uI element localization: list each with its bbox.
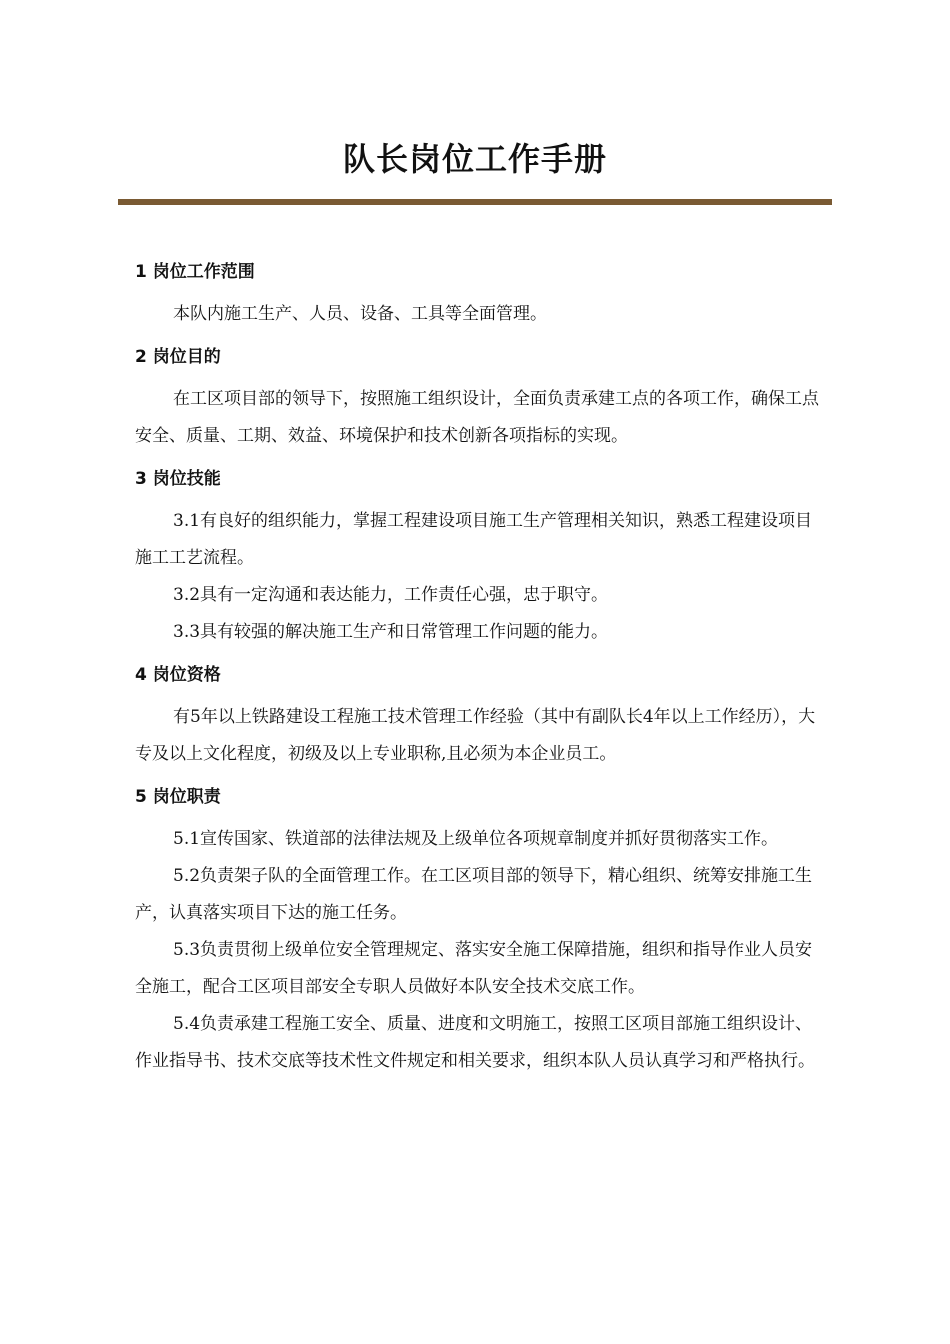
section-body (135, 699, 825, 773)
paragraph: 5.1宣传国家、铁道部的法律法规及上级单位各项规章制度并抓好贯彻落实工作。 (173, 829, 779, 849)
section-qualifications (135, 661, 825, 773)
paragraph: 有5年以上铁路建设工程施工技术管理工作经验（其中有副队长4年以上工作经历），大专及以上文化程度，初级及以上专业职称,且必须为本企业员工。 (135, 707, 816, 764)
section-heading: 2 岗位目的 (135, 347, 221, 367)
section-heading: 1 岗位工作范围 (135, 262, 255, 282)
section-responsibilities (135, 783, 825, 1080)
document-body (135, 258, 825, 1080)
section-body (135, 821, 825, 1080)
section-heading: 4 岗位资格 (135, 665, 221, 685)
paragraph: 本队内施工生产、人员、设备、工具等全面管理。 (173, 304, 547, 324)
section-body (135, 381, 825, 455)
section-body (135, 296, 825, 333)
paragraph: 5.3负责贯彻上级单位安全管理规定、落实安全施工保障措施，组织和指导作业人员安全施工，配合工区项目部安全专职人员做好本队安全技术交底工作。 (135, 940, 813, 997)
paragraph: 3.3具有较强的解决施工生产和日常管理工作问题的能力。 (173, 622, 609, 642)
title-divider (118, 199, 832, 205)
section-purpose (135, 343, 825, 455)
section-body (135, 503, 825, 651)
section-skills (135, 465, 825, 651)
section-scope (135, 258, 825, 333)
paragraph: 5.4负责承建工程施工安全、质量、进度和文明施工，按照工区项目部施工组织设计、作业指导书、技术交底等技术性文件规定和相关要求，组织本队人员认真学习和严格执行。 (135, 1014, 815, 1071)
paragraph: 5.2负责架子队的全面管理工作。在工区项目部的领导下，精心组织、统筹安排施工生产，认真落实项目下达的施工任务。 (135, 866, 813, 923)
paragraph: 3.1有良好的组织能力，掌握工程建设项目施工生产管理相关知识，熟悉工程建设项目施工工艺流程。 (135, 511, 813, 568)
page-title: 队长岗位工作手册 (342, 140, 607, 178)
section-heading: 5 岗位职责 (135, 787, 221, 807)
section-heading: 3 岗位技能 (135, 469, 221, 489)
paragraph: 在工区项目部的领导下，按照施工组织设计，全面负责承建工点的各项工作，确保工点安全、质量、工期、效益、环境保护和技术创新各项指标的实现。 (135, 389, 819, 446)
paragraph: 3.2具有一定沟通和表达能力，工作责任心强，忠于职守。 (173, 585, 609, 605)
